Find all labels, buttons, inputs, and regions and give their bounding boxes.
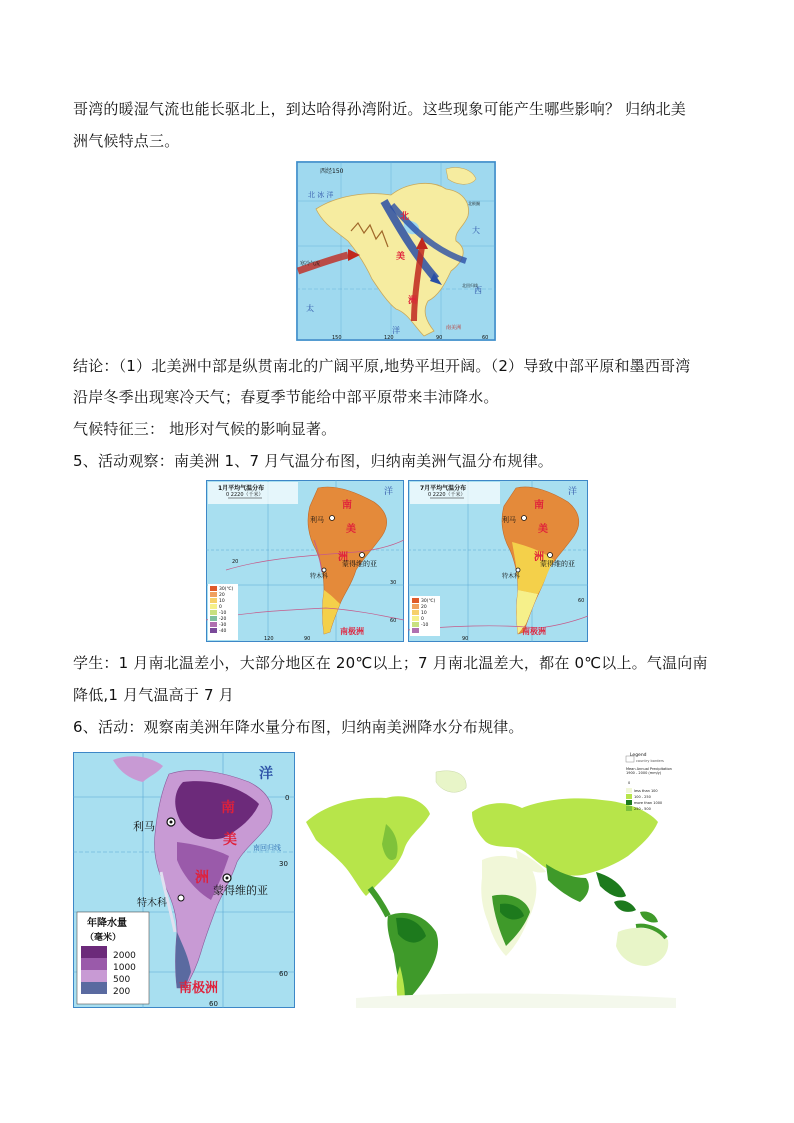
na-ocean-bottom-label: 洋 xyxy=(392,326,400,335)
jul-legend-item: -10 xyxy=(421,623,429,628)
precip-montevideo-label: 蒙得维的亚 xyxy=(213,884,268,897)
north-america-airflow-map xyxy=(296,161,496,341)
na-label-mei: 美 xyxy=(396,252,406,262)
precip-tick-60: 60 xyxy=(279,970,288,978)
world-legend-item: less than 100 xyxy=(634,789,658,793)
jan-scale-label: 0 2220（千米） xyxy=(226,492,264,498)
world-legend-sub: country borders xyxy=(636,759,664,763)
jan-label-nan: 南 xyxy=(342,500,352,511)
jan-label-mei: 美 xyxy=(346,524,356,535)
paragraph-line-2: 洲气候特点三。 xyxy=(73,132,180,150)
na-tropic-label: 北回归线 xyxy=(462,283,478,288)
precip-antarctic-label: 南极洲 xyxy=(179,981,219,996)
jul-label-zhou: 洲 xyxy=(534,552,544,563)
precip-label-mei: 美 xyxy=(223,832,237,848)
na-pacific-label: 太 xyxy=(306,304,314,313)
jul-antarctic-label: 南极洲 xyxy=(522,627,546,636)
world-legend-years: 1900 - 2000 (mm/y) xyxy=(626,771,662,775)
conclusion-line-2: 沿岸冬季出现寒冷天气；春夏季节能给中部平原带来丰沛降水。 xyxy=(73,388,499,406)
world-legend-name: Mean Annual Precipitation xyxy=(626,767,672,771)
precip-legend-item: 1000 xyxy=(113,963,136,973)
jan-legend-unit: 30(℃) xyxy=(219,587,234,592)
na-top-label: 西经150 xyxy=(320,168,344,175)
jan-legend-item: -40 xyxy=(219,629,227,634)
world-legend-item: 250 - 500 xyxy=(634,807,651,811)
precip-legend-item: 2000 xyxy=(113,951,136,961)
precip-ocean-label: 洋 xyxy=(259,766,273,782)
precip-legend-item: 200 xyxy=(113,987,131,997)
jul-map-title: 7月平均气温分布 xyxy=(420,485,467,492)
student-answer-line-2: 降低,1 月气温高于 7 月 xyxy=(73,686,234,704)
jul-legend-item: 20 xyxy=(421,605,427,610)
jan-legend-item: 0 xyxy=(219,605,222,610)
precip-label-zhou: 洲 xyxy=(195,870,209,886)
jan-map-title: 1月平均气温分布 xyxy=(218,485,265,492)
jul-temuco-label: 特木科 xyxy=(502,573,521,580)
jan-ocean-label: 洋 xyxy=(384,487,394,497)
world-legend-title: Legend xyxy=(630,753,647,758)
precip-tick-0: 0 xyxy=(285,794,290,802)
na-atlantic-label: 大 xyxy=(472,226,480,235)
south-america-january-temperature-map xyxy=(206,480,404,642)
precip-tick-60b: 60 xyxy=(209,1000,218,1008)
na-arctic-label: 北极圈 xyxy=(468,201,480,206)
jan-lat-20: 20 xyxy=(232,559,239,565)
precip-tick-30: 30 xyxy=(279,860,288,868)
world-legend-item: 100 - 250 xyxy=(634,795,651,799)
jan-tick-90: 90 xyxy=(304,636,311,642)
jul-legend-item: 10 xyxy=(421,611,427,616)
jan-tick-30: 30 xyxy=(390,580,397,586)
world-precipitation-map xyxy=(296,752,728,1008)
jan-legend-item: 20 xyxy=(219,593,225,598)
jan-legend-item: -30 xyxy=(219,623,227,628)
na-cold-label: 寒冷气流 xyxy=(300,261,321,267)
climate-feature-3: 气候特征三： 地形对气候的影响显著。 xyxy=(73,420,337,438)
precip-legend-item: 500 xyxy=(113,975,131,985)
precip-label-nan: 南 xyxy=(221,800,235,816)
jul-label-mei: 美 xyxy=(538,524,548,535)
jan-legend-item: -20 xyxy=(219,617,227,622)
jan-legend-item: 10 xyxy=(219,599,225,604)
jul-tick-90: 90 xyxy=(462,636,469,642)
jul-santiago-label: 蒙得维的亚 xyxy=(540,560,575,568)
precip-tropic-label: 南回归线 xyxy=(253,844,281,852)
precip-legend-title: 年降水量 xyxy=(87,918,127,929)
jan-temuco-label: 特木科 xyxy=(310,573,329,580)
world-legend-item: more than 1000 xyxy=(634,801,663,805)
activity-6-heading: 6、活动：观察南美洲年降水量分布图，归纳南美洲降水分布规律。 xyxy=(73,718,524,736)
jan-antarctic-label: 南极洲 xyxy=(340,627,364,636)
na-tick-150: 150 xyxy=(332,335,342,341)
jan-santiago-label: 蒙得维的亚 xyxy=(342,560,377,568)
jul-label-nan: 南 xyxy=(534,500,544,511)
na-tick-90: 90 xyxy=(436,335,443,341)
na-tick-120: 120 xyxy=(384,335,394,341)
world-legend-zero: 0 xyxy=(628,781,631,785)
jan-label-zhou: 洲 xyxy=(338,552,348,563)
jul-ocean-label: 洋 xyxy=(568,487,578,497)
na-label-zhou: 洲 xyxy=(408,296,418,306)
precip-temuco-label: 特木科 xyxy=(137,898,167,909)
jan-lima-label: 利马 xyxy=(310,516,324,524)
na-warm-label: 南美洲 xyxy=(446,325,462,331)
student-answer-line-1: 学生：1 月南北温差小，大部分地区在 20℃以上；7 月南北温差大，都在 0℃以上。气温向南 xyxy=(73,654,708,672)
jul-legend-item: 0 xyxy=(421,617,424,622)
jan-legend-item: -10 xyxy=(219,611,227,616)
conclusion-line-1: 结论：（1）北美洲中部是纵贯南北的广阔平原,地势平坦开阔。（2）导致中部平原和墨西哥湾 xyxy=(73,357,691,375)
jan-tick-120: 120 xyxy=(264,636,274,642)
na-atlantic-label-2: 西 xyxy=(474,286,482,295)
na-label-bei: 北 xyxy=(400,212,410,222)
jul-scale-label: 0 2220（千米） xyxy=(428,492,466,498)
na-tick-60: 60 xyxy=(482,335,489,341)
na-north-ocean-label: 北 冰 洋 xyxy=(308,191,334,199)
jul-tick-60: 60 xyxy=(578,598,585,604)
jul-legend-unit: 30(℃) xyxy=(421,599,436,604)
south-america-precipitation-map xyxy=(73,752,295,1008)
paragraph-line-1: 哥湾的暖湿气流也能长驱北上，到达哈得孙湾附近。这些现象可能产生哪些影响？ 归纳北美 xyxy=(73,100,686,118)
jul-lima-label: 利马 xyxy=(502,516,516,524)
precip-legend-unit: （毫米） xyxy=(85,933,122,943)
jan-tick-60: 60 xyxy=(390,618,397,624)
south-america-july-temperature-map xyxy=(408,480,588,642)
precip-lima-label: 利马 xyxy=(133,820,155,833)
activity-5-heading: 5、活动观察：南美洲 1、7 月气温分布图，归纳南美洲气温分布规律。 xyxy=(73,452,553,470)
